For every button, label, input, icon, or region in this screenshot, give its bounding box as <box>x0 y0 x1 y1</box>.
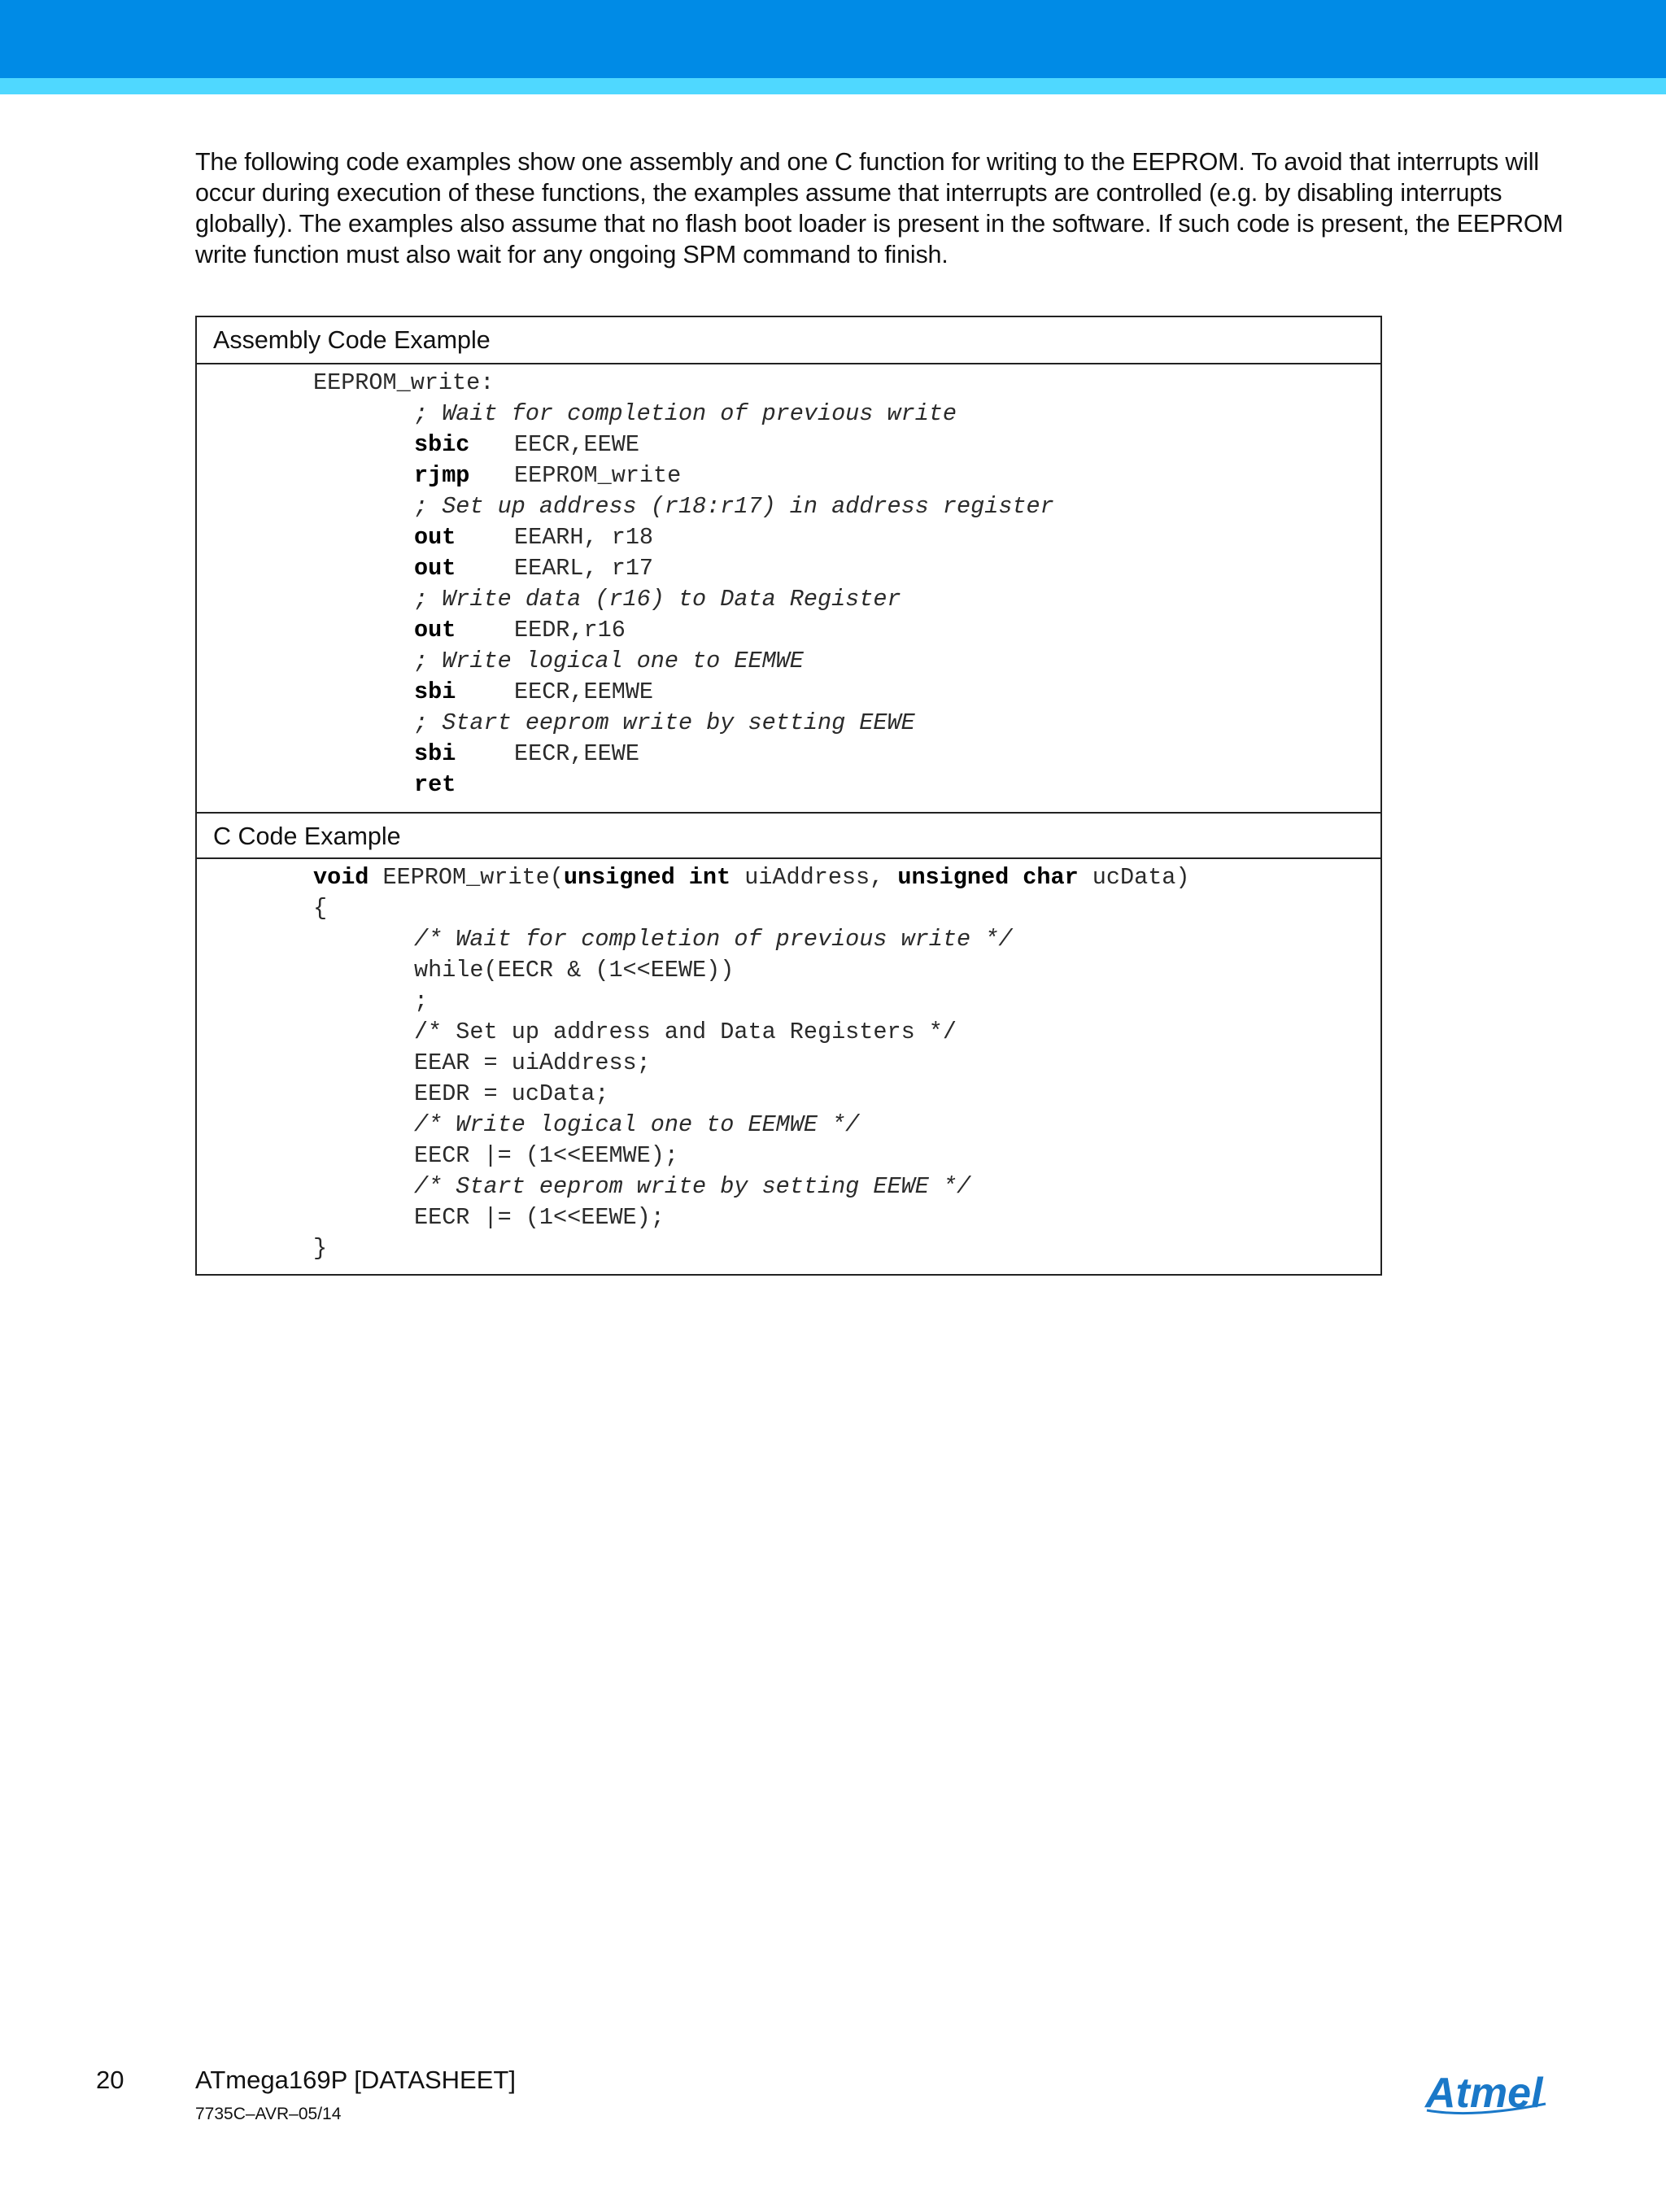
assembly-instruction: sbi EECR,EEWE <box>414 740 639 767</box>
c-code-block <box>197 862 1380 1264</box>
assembly-label: EEPROM_write: <box>313 369 495 396</box>
assembly-instruction: ret <box>414 771 456 798</box>
intro-paragraph: The following code examples show one assembly and one C function for writing to the EEPROM. To avoid that interrupts will occur during execution of these functions, the examples assume that interrupts are controlled (e.g. by disabling interrupts globally). The examples also assume that no flash boot loader is present in the software. If such code is present, the EEPROM write function must also wait for any ongoing SPM command to finish. <box>195 148 1564 268</box>
atmel-logo-text: Atmel <box>1425 2070 1543 2117</box>
assembly-instruction: sbi EECR,EEMWE <box>414 678 654 705</box>
c-code-line: /* Set up address and Data Registers */ <box>414 1019 957 1045</box>
assembly-code-block <box>197 368 1380 801</box>
assembly-instruction: sbic EECR,EEWE <box>414 431 639 458</box>
assembly-comment: ; Wait for completion of previous write <box>414 400 957 427</box>
c-code-line: /* Start eeprom write by setting EEWE */ <box>414 1173 971 1200</box>
c-open-brace: { <box>313 895 328 922</box>
atmel-logo <box>1424 2066 1570 2118</box>
assembly-comment: ; Write logical one to EEMWE <box>414 648 804 674</box>
c-code-line: EEDR = ucData; <box>414 1080 609 1107</box>
c-code-line: /* Wait for completion of previous write */ <box>414 926 1013 953</box>
c-section-title: C Code Example <box>197 812 1380 859</box>
assembly-section-title: Assembly Code Example <box>197 317 1380 364</box>
assembly-comment: ; Set up address (r18:r17) in address register <box>414 493 1054 520</box>
assembly-instruction: out EEDR,r16 <box>414 617 626 644</box>
document-id: 7735C–AVR–05/14 <box>195 2105 342 2123</box>
c-code-line: while(EECR & (1<<EEWE)) <box>414 957 735 984</box>
c-close-brace: } <box>313 1235 328 1262</box>
assembly-instruction: rjmp EEPROM_write <box>414 462 682 489</box>
c-code-line: EECR |= (1<<EEWE); <box>414 1204 665 1231</box>
c-code-line: ; <box>414 988 429 1014</box>
c-code-line: EEAR = uiAddress; <box>414 1049 651 1076</box>
header-stripe <box>0 78 1666 94</box>
assembly-instruction: out EEARH, r18 <box>414 524 654 551</box>
assembly-comment: ; Write data (r16) to Data Register <box>414 586 901 613</box>
c-function-signature: void EEPROM_write(unsigned int uiAddress, unsigned char ucData) <box>313 864 1190 891</box>
header-bar <box>0 0 1666 78</box>
assembly-comment: ; Start eeprom write by setting EEWE <box>414 709 915 736</box>
document-title: ATmega169P [DATASHEET] <box>195 2066 516 2094</box>
page-number: 20 <box>96 2066 124 2094</box>
c-code-line: EECR |= (1<<EEMWE); <box>414 1142 678 1169</box>
assembly-instruction: out EEARL, r17 <box>414 555 654 582</box>
code-examples-table <box>195 316 1382 1276</box>
c-code-line: /* Write logical one to EEMWE */ <box>414 1111 860 1138</box>
